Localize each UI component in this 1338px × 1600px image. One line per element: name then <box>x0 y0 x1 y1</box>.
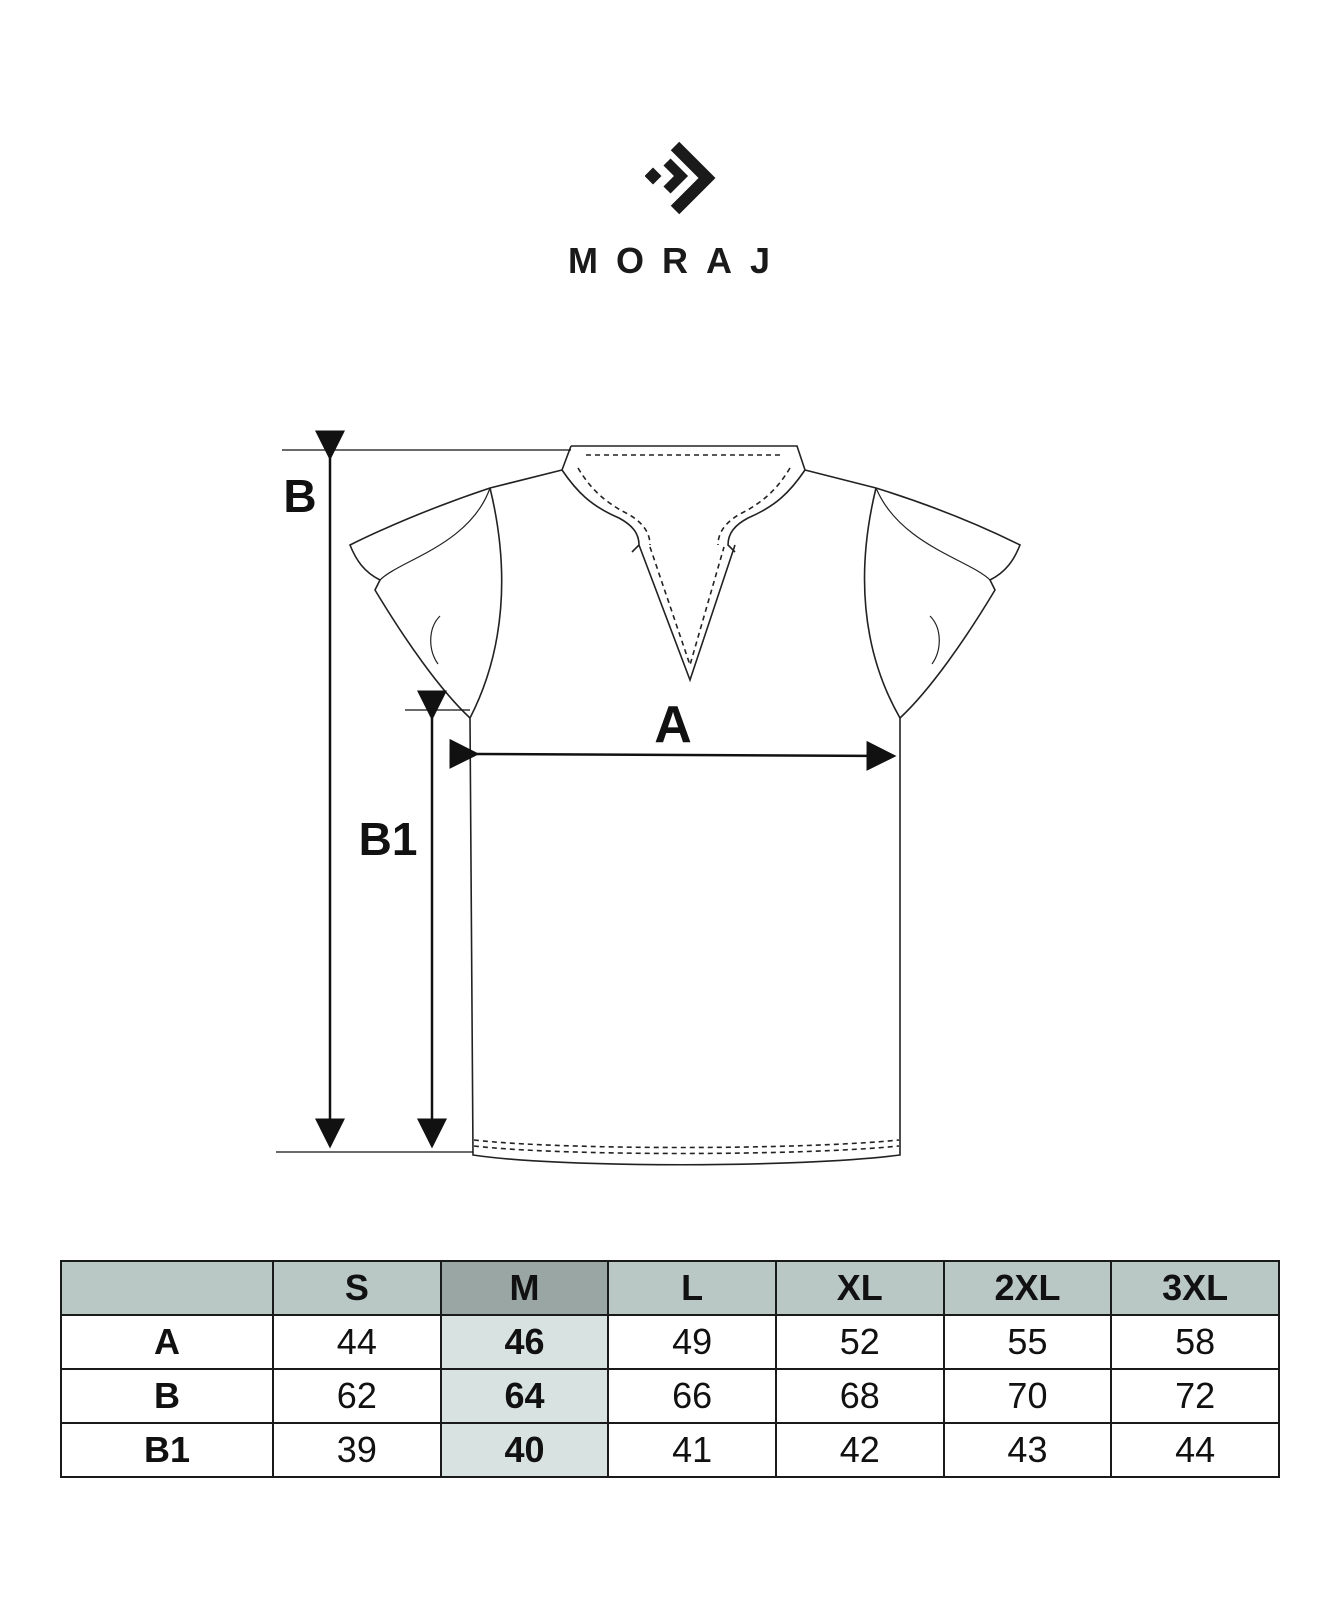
table-cell: 46 <box>441 1315 609 1369</box>
b1-label: B1 <box>358 813 418 865</box>
table-cell: 41 <box>608 1423 776 1477</box>
table-cell: 55 <box>944 1315 1112 1369</box>
table-row <box>61 1423 1279 1477</box>
row-label-a: A <box>61 1315 273 1369</box>
v-neck-blouse-icon <box>350 446 1020 1165</box>
header-cell-m: M <box>441 1261 609 1315</box>
a-label: A <box>654 696 692 754</box>
table-cell: 39 <box>273 1423 441 1477</box>
table-cell: 72 <box>1111 1369 1279 1423</box>
table-cell: 44 <box>273 1315 441 1369</box>
a-dimension-arrow <box>477 754 894 756</box>
table-cell: 64 <box>441 1369 609 1423</box>
table-cell: 52 <box>776 1315 944 1369</box>
table-cell: 42 <box>776 1423 944 1477</box>
header-cell-xl: XL <box>776 1261 944 1315</box>
table-row <box>61 1369 1279 1423</box>
b-label: B <box>283 470 317 522</box>
header-cell-l: L <box>608 1261 776 1315</box>
table-cell: 66 <box>608 1369 776 1423</box>
table-cell: 49 <box>608 1315 776 1369</box>
brand-name: MORAJ <box>567 240 788 281</box>
row-label-b1: B1 <box>61 1423 273 1477</box>
header-cell-3xl: 3XL <box>1111 1261 1279 1315</box>
table-cell: 40 <box>441 1423 609 1477</box>
table-cell: 44 <box>1111 1423 1279 1477</box>
header-cell-2xl: 2XL <box>944 1261 1112 1315</box>
table-cell: 68 <box>776 1369 944 1423</box>
size-table <box>60 1260 1280 1478</box>
table-cell: 43 <box>944 1423 1112 1477</box>
header-cell-s: S <box>273 1261 441 1315</box>
header-cell-empty <box>61 1261 273 1315</box>
table-cell: 58 <box>1111 1315 1279 1369</box>
table-row <box>61 1315 1279 1369</box>
row-label-b: B <box>61 1369 273 1423</box>
table-cell: 62 <box>273 1369 441 1423</box>
size-header-row <box>61 1261 1279 1315</box>
table-cell: 70 <box>944 1369 1112 1423</box>
